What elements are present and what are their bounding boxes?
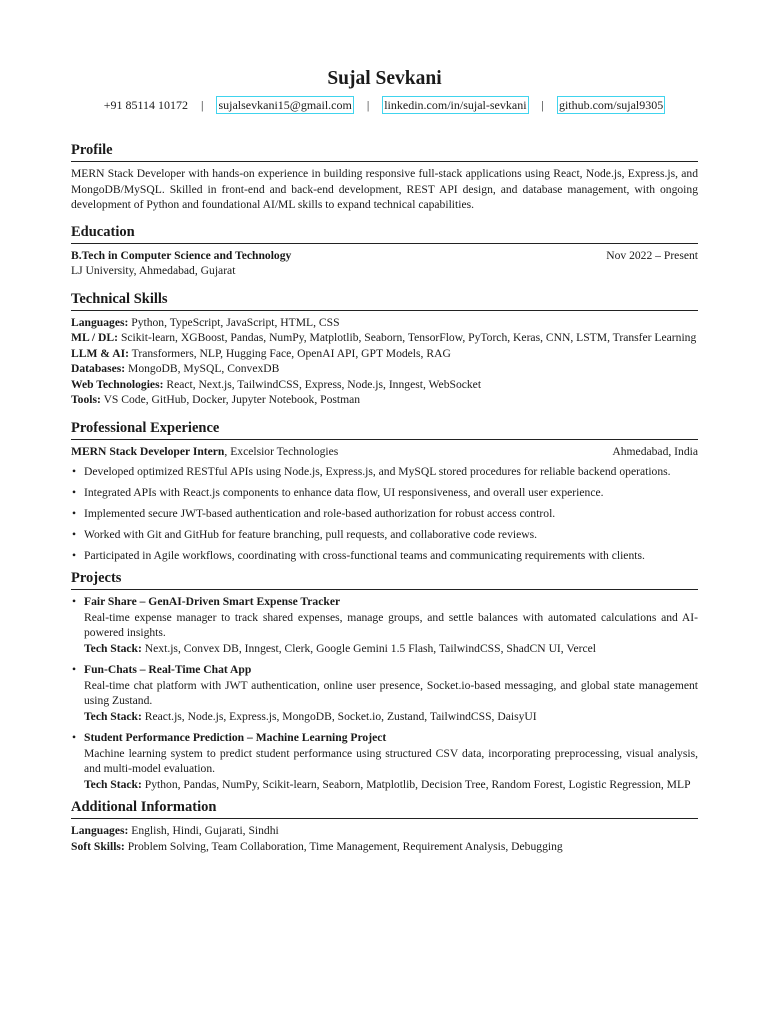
experience-bullet: • Implemented secure JWT-based authentication and role-based authorization for robust access control. <box>71 506 698 522</box>
skill-label: LLM & AI: <box>71 346 129 360</box>
skills-section <box>71 290 698 408</box>
bullet-marker: • <box>72 595 77 608</box>
tech-stack-label: Tech Stack: <box>84 709 142 723</box>
experience-bullet: • Integrated APIs with React.js components to enhance data flow, UI responsiveness, and overall user experience. <box>71 485 698 501</box>
project-tech-stack <box>84 641 698 657</box>
bullet-marker: • <box>72 731 77 744</box>
experience-bullets <box>71 464 698 564</box>
experience-bullet: • Worked with Git and GitHub for feature branching, pull requests, and collaborative code reviews. <box>71 527 698 543</box>
job-company: , Excelsior Technologies <box>224 444 339 458</box>
skill-row <box>71 346 698 362</box>
project-item <box>71 662 698 724</box>
section-title: Education <box>71 223 698 244</box>
tech-stack-value: React.js, Node.js, Express.js, MongoDB, Socket.io, Zustand, TailwindCSS, DaisyUI <box>144 709 537 723</box>
additional-list <box>71 823 698 854</box>
skill-row <box>71 361 698 377</box>
tech-stack-label: Tech Stack: <box>84 641 142 655</box>
profile-text: MERN Stack Developer with hands-on experience in building responsive full-stack applications using React, Node.js, Express.js, and MongoDB/MySQL. Skilled in front-end and back-end development, REST API design, and database management, with ongoing development of Python and foundational AI/ML skills to expand technical capabilities. <box>71 167 698 211</box>
projects-section <box>71 569 698 792</box>
project-item <box>71 730 698 792</box>
additional-value: Problem Solving, Team Collaboration, Time Management, Requirement Analysis, Debugging <box>127 839 563 853</box>
skill-value: Scikit-learn, XGBoost, Pandas, NumPy, Matplotlib, Seaborn, TensorFlow, PyTorch, Keras, CNN, LSTM, Transfer Learning <box>120 331 697 344</box>
skill-label: Databases: <box>71 362 126 375</box>
additional-value: English, Hindi, Gujarati, Sindhi <box>131 824 279 837</box>
job-title-line <box>71 444 338 460</box>
job-location: Ahmedabad, India <box>612 444 698 458</box>
profile-section <box>71 141 698 213</box>
projects-list <box>71 594 698 792</box>
additional-label: Languages: <box>71 824 129 837</box>
tech-stack-value: Python, Pandas, NumPy, Scikit-learn, Seaborn, Matplotlib, Decision Tree, Random Forest, Logistic Regression, MLP <box>144 777 691 791</box>
linkedin-link[interactable]: linkedin.com/in/sujal-sevkani <box>384 98 527 112</box>
skill-row <box>71 377 698 393</box>
skill-label: Languages: <box>71 315 129 329</box>
skill-row <box>71 315 698 331</box>
section-title: Professional Experience <box>71 419 698 440</box>
tech-stack-value: Next.js, Convex DB, Inngest, Clerk, Google Gemini 1.5 Flash, TailwindCSS, ShadCN UI, Vercel <box>144 641 596 655</box>
education-section <box>71 223 698 279</box>
contact-line <box>71 96 698 114</box>
project-description: Real-time chat platform with JWT authentication, online user presence, Socket.io-based messaging, and global state management using Zustand. <box>84 678 698 707</box>
education-dates: Nov 2022 – Present <box>606 248 698 262</box>
project-description: Machine learning system to predict student performance using structured CSV data, incorporating preprocessing, visual analysis, and multi-model evaluation. <box>84 746 698 775</box>
skill-row <box>71 392 698 408</box>
skill-row <box>71 330 698 346</box>
additional-row <box>71 839 698 855</box>
bullet-marker: • <box>72 663 77 676</box>
github-link[interactable]: github.com/sujal9305 <box>558 98 664 112</box>
additional-label: Soft Skills: <box>71 839 125 853</box>
job-header <box>71 444 698 460</box>
separator: | <box>366 98 370 112</box>
skills-list <box>71 315 698 408</box>
experience-bullet: • Developed optimized RESTful APIs using Node.js, Express.js, and MySQL stored procedures for reliable backend operations. <box>71 464 698 480</box>
skill-label: Tools: <box>71 393 101 406</box>
separator: | <box>541 98 544 112</box>
skill-label: ML / DL: <box>71 331 119 344</box>
skill-value: Transformers, NLP, Hugging Face, OpenAI API, GPT Models, RAG <box>131 346 451 360</box>
section-title: Profile <box>71 141 698 162</box>
experience-section <box>71 419 698 564</box>
tech-stack-label: Tech Stack: <box>84 777 142 791</box>
section-title: Projects <box>71 569 698 590</box>
skill-label: Web Technologies: <box>71 377 164 391</box>
skill-value: Python, TypeScript, JavaScript, HTML, CSS <box>131 315 340 329</box>
degree: B.Tech in Computer Science and Technology <box>71 248 292 262</box>
project-name: Student Performance Prediction – Machine Learning Project <box>84 731 387 744</box>
additional-section <box>71 798 698 854</box>
job-role: MERN Stack Developer Intern <box>71 444 225 458</box>
candidate-name: Sujal Sevkani <box>327 68 442 89</box>
skill-value: MongoDB, MySQL, ConvexDB <box>128 362 280 375</box>
phone-number: +91 85114 10172 <box>103 98 189 112</box>
separator: | <box>201 98 204 112</box>
experience-bullet: • Participated in Agile workflows, coordinating with cross-functional teams and communicating requirements with clients. <box>71 548 698 564</box>
section-title: Technical Skills <box>71 290 698 311</box>
project-tech-stack <box>84 709 698 725</box>
education-row <box>71 248 698 264</box>
skill-value: VS Code, GitHub, Docker, Jupyter Notebook, Postman <box>103 393 361 406</box>
section-title: Additional Information <box>71 798 698 819</box>
email-link[interactable]: sujalsevkani15@gmail.com <box>218 98 352 112</box>
project-tech-stack <box>84 777 698 793</box>
project-name: Fair Share – GenAI-Driven Smart Expense Tracker <box>84 595 341 608</box>
institution: LJ University, Ahmedabad, Gujarat <box>71 264 236 277</box>
project-description: Real-time expense manager to track shared expenses, manage groups, and settle balances with automated calculations and AI-powered insights. <box>84 610 698 639</box>
resume-page <box>71 66 698 854</box>
skill-value: React, Next.js, TailwindCSS, Express, Node.js, Inngest, WebSocket <box>166 377 482 391</box>
additional-row <box>71 823 698 839</box>
project-name: Fun-Chats – Real-Time Chat App <box>84 663 252 676</box>
project-item <box>71 594 698 656</box>
